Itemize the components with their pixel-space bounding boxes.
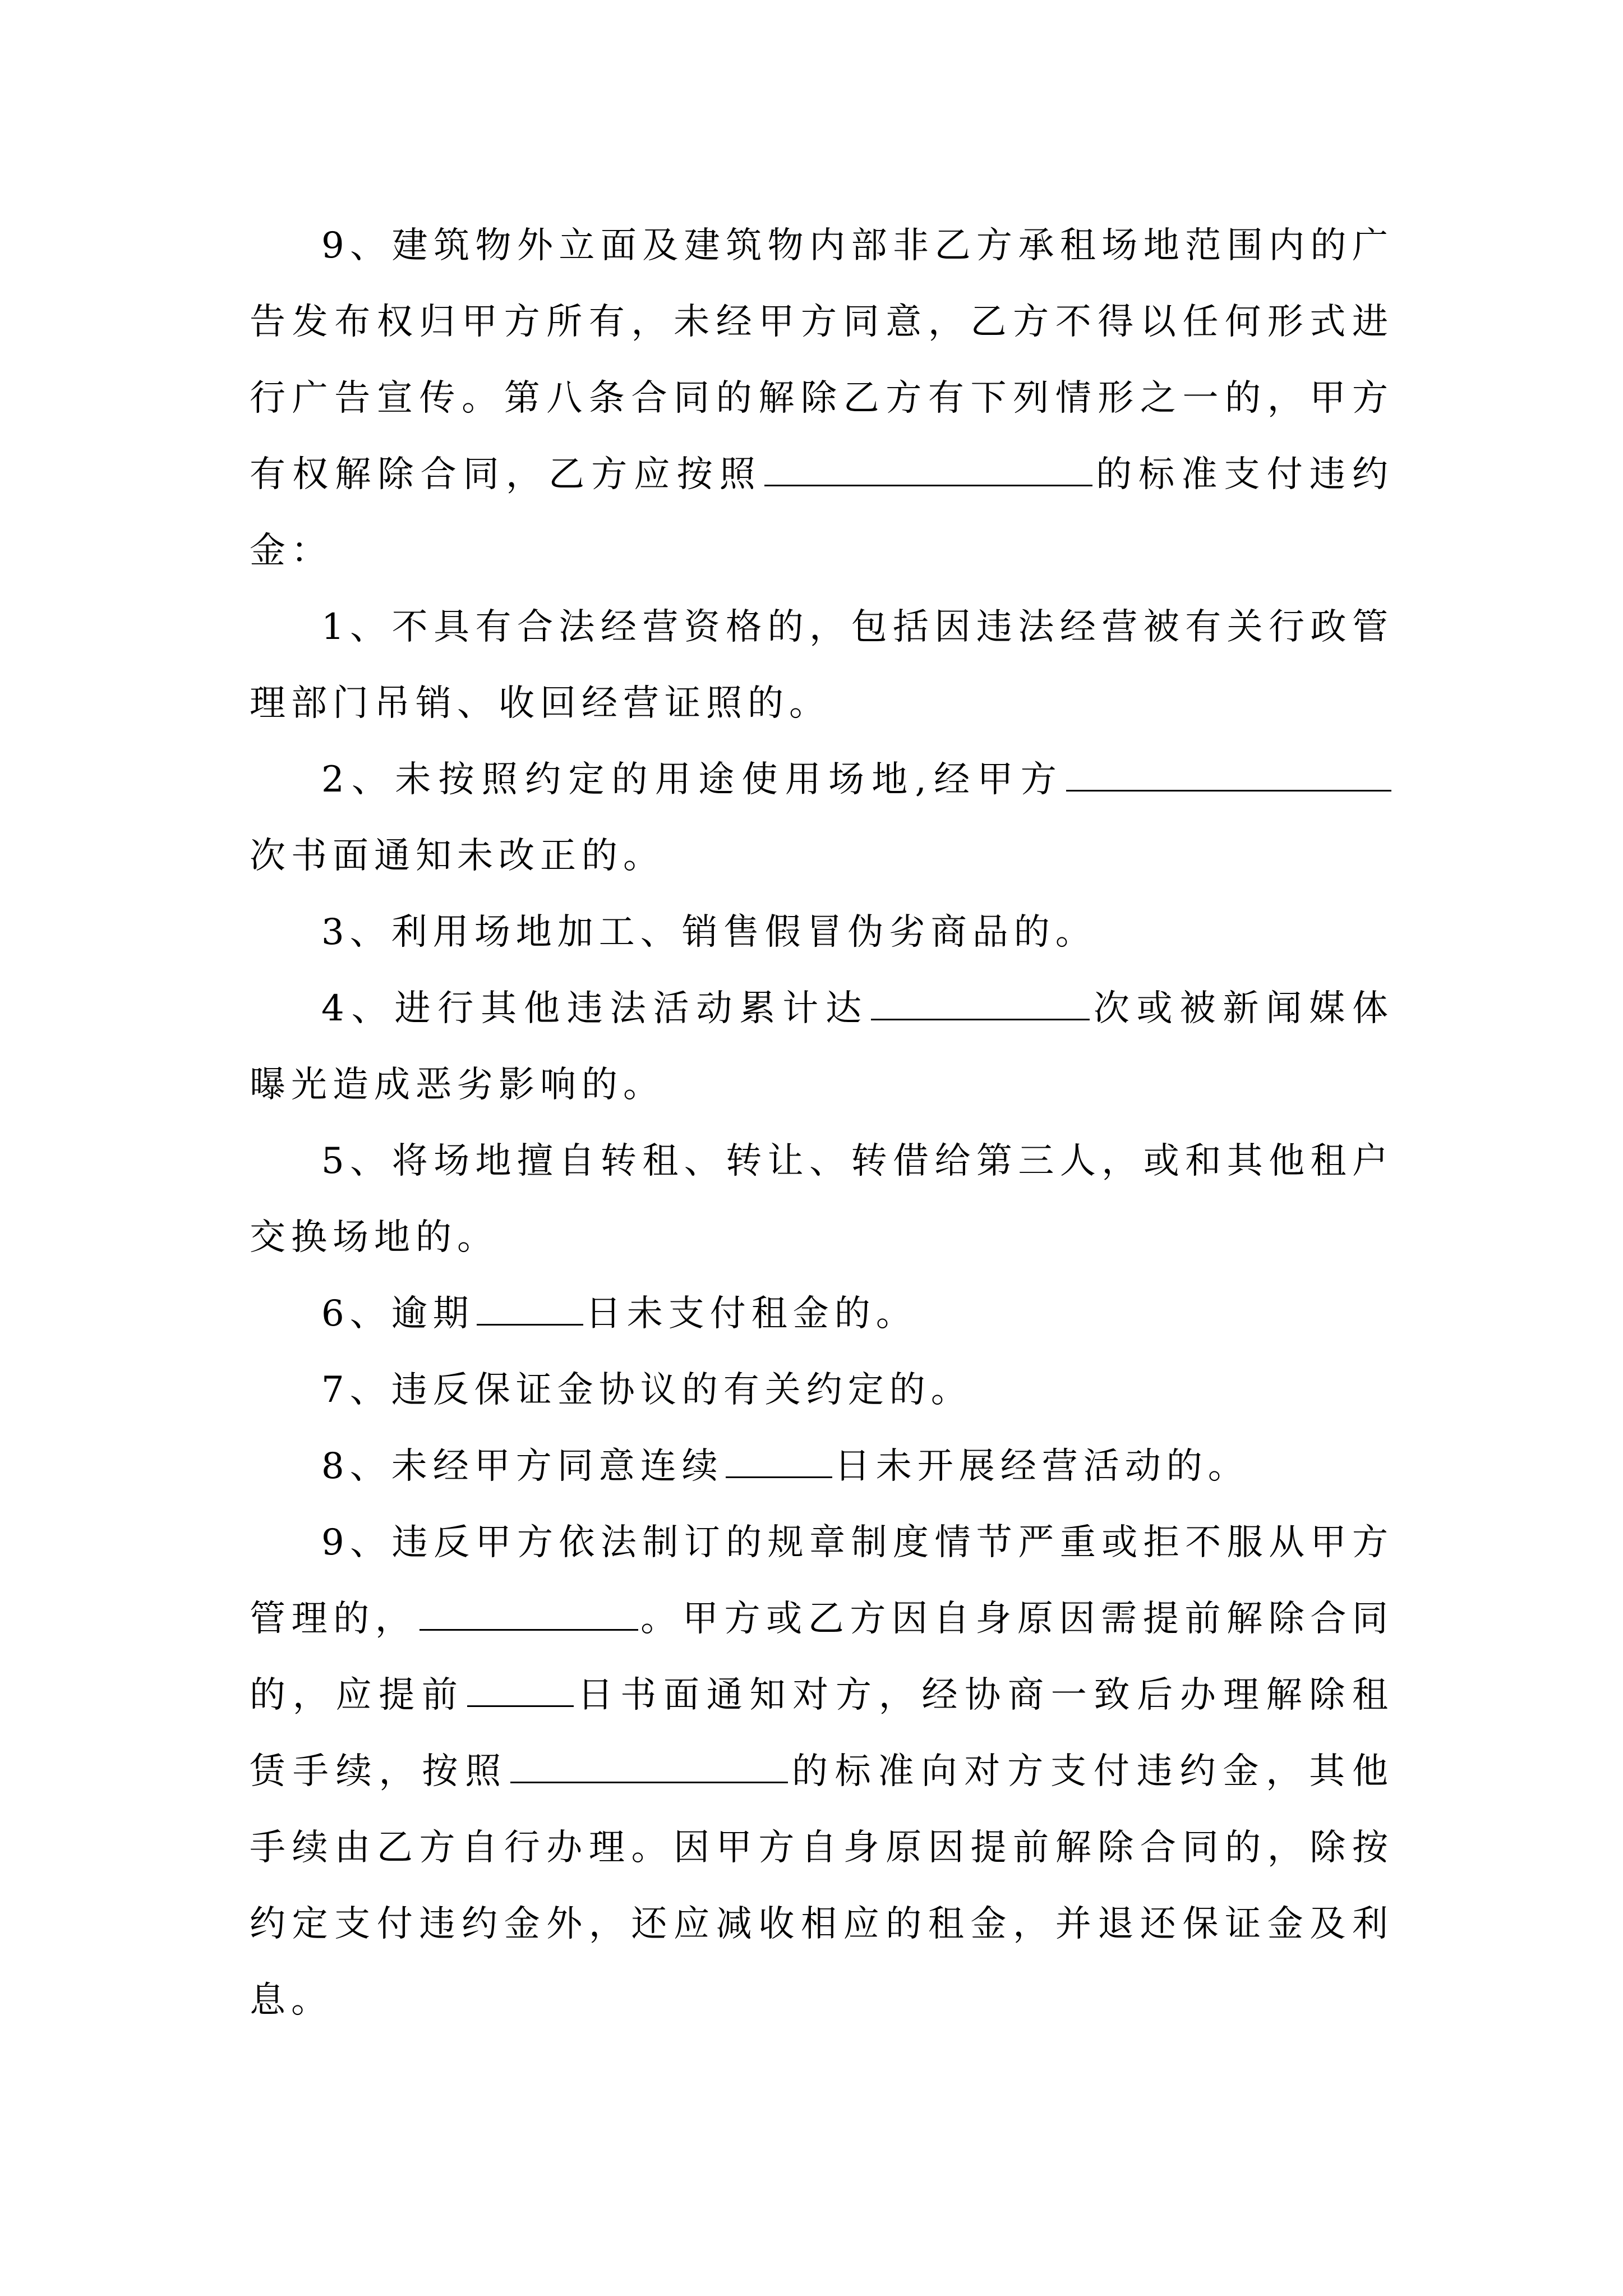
text-segment: 9、建筑物外立面及建筑物内部非乙方承租场地范围内的广告发布权归甲方所有，未经甲方同意，乙方不得以任何形式进行广告宣传。第八条合同的解除乙方有下列情形之一的，甲方有权解除合同，乙方应按照 [250,225,1394,495]
document-body [250,208,1394,2039]
text-segment: 1、不具有合法经营资格的，包括因违法经营被有关行政管理部门吊销、收回经营证照的。 [250,606,1394,724]
text-segment: 的标准支付违约金： [250,454,1394,572]
paragraph-clause-9-advertising [250,208,1394,589]
paragraph-item-2 [250,742,1394,894]
fill-in-blank[interactable] [1066,762,1391,792]
fill-in-blank[interactable] [764,457,1092,486]
paragraph-item-6 [250,1276,1394,1352]
text-segment: 日未开展经营活动的。 [834,1446,1249,1487]
paragraph-item-9-termination [250,1504,1394,2039]
text-segment: 7、违反保证金协议的有关约定的。 [321,1369,972,1411]
text-segment: 的标准向对方支付违约金，其他手续由乙方自行办理。因甲方自身原因提前解除合同的，除按约定支付违约金外，还应减收相应的租金，并退还保证金及利息。 [250,1751,1394,2021]
text-segment: 8、未经甲方同意连续 [321,1446,723,1487]
text-segment: 日未支付租金的。 [585,1293,917,1335]
paragraph-item-5 [250,1123,1394,1276]
fill-in-blank[interactable] [510,1754,788,1783]
fill-in-blank[interactable] [871,991,1090,1020]
text-segment: 5、将场地擅自转租、转让、转借给第三人，或和其他租户交换场地的。 [250,1140,1394,1258]
text-segment: 次书面通知未改正的。 [250,835,665,877]
text-segment: 4、进行其他违法活动累计达 [321,988,869,1029]
paragraph-item-8 [250,1428,1394,1504]
paragraph-item-3 [250,894,1394,970]
text-segment: 次或被新闻媒体曝光造成恶劣影响的。 [250,988,1394,1106]
text-segment: 3、利用场地加工、销售假冒伪劣商品的。 [321,912,1097,953]
text-segment: 日书面通知对方，经协商一致后办理解除租赁手续，按照 [250,1674,1394,1792]
fill-in-blank[interactable] [467,1677,574,1707]
fill-in-blank[interactable] [726,1448,832,1478]
paragraph-item-4 [250,970,1394,1123]
fill-in-blank[interactable] [419,1601,638,1631]
text-segment: 9、违反甲方依法制订的规章制度情节严重或拒不服从甲方管理的， [250,1522,1394,1640]
text-segment: 6、逾期 [321,1293,474,1335]
paragraph-item-1 [250,589,1394,742]
paragraph-item-7 [250,1352,1394,1428]
text-segment: 2、未按照约定的用途使用场地,经甲方 [321,759,1064,800]
text-segment: 。甲方或乙方因自身原因需提前解除合同的，应提前 [250,1598,1394,1716]
fill-in-blank[interactable] [477,1296,583,1326]
